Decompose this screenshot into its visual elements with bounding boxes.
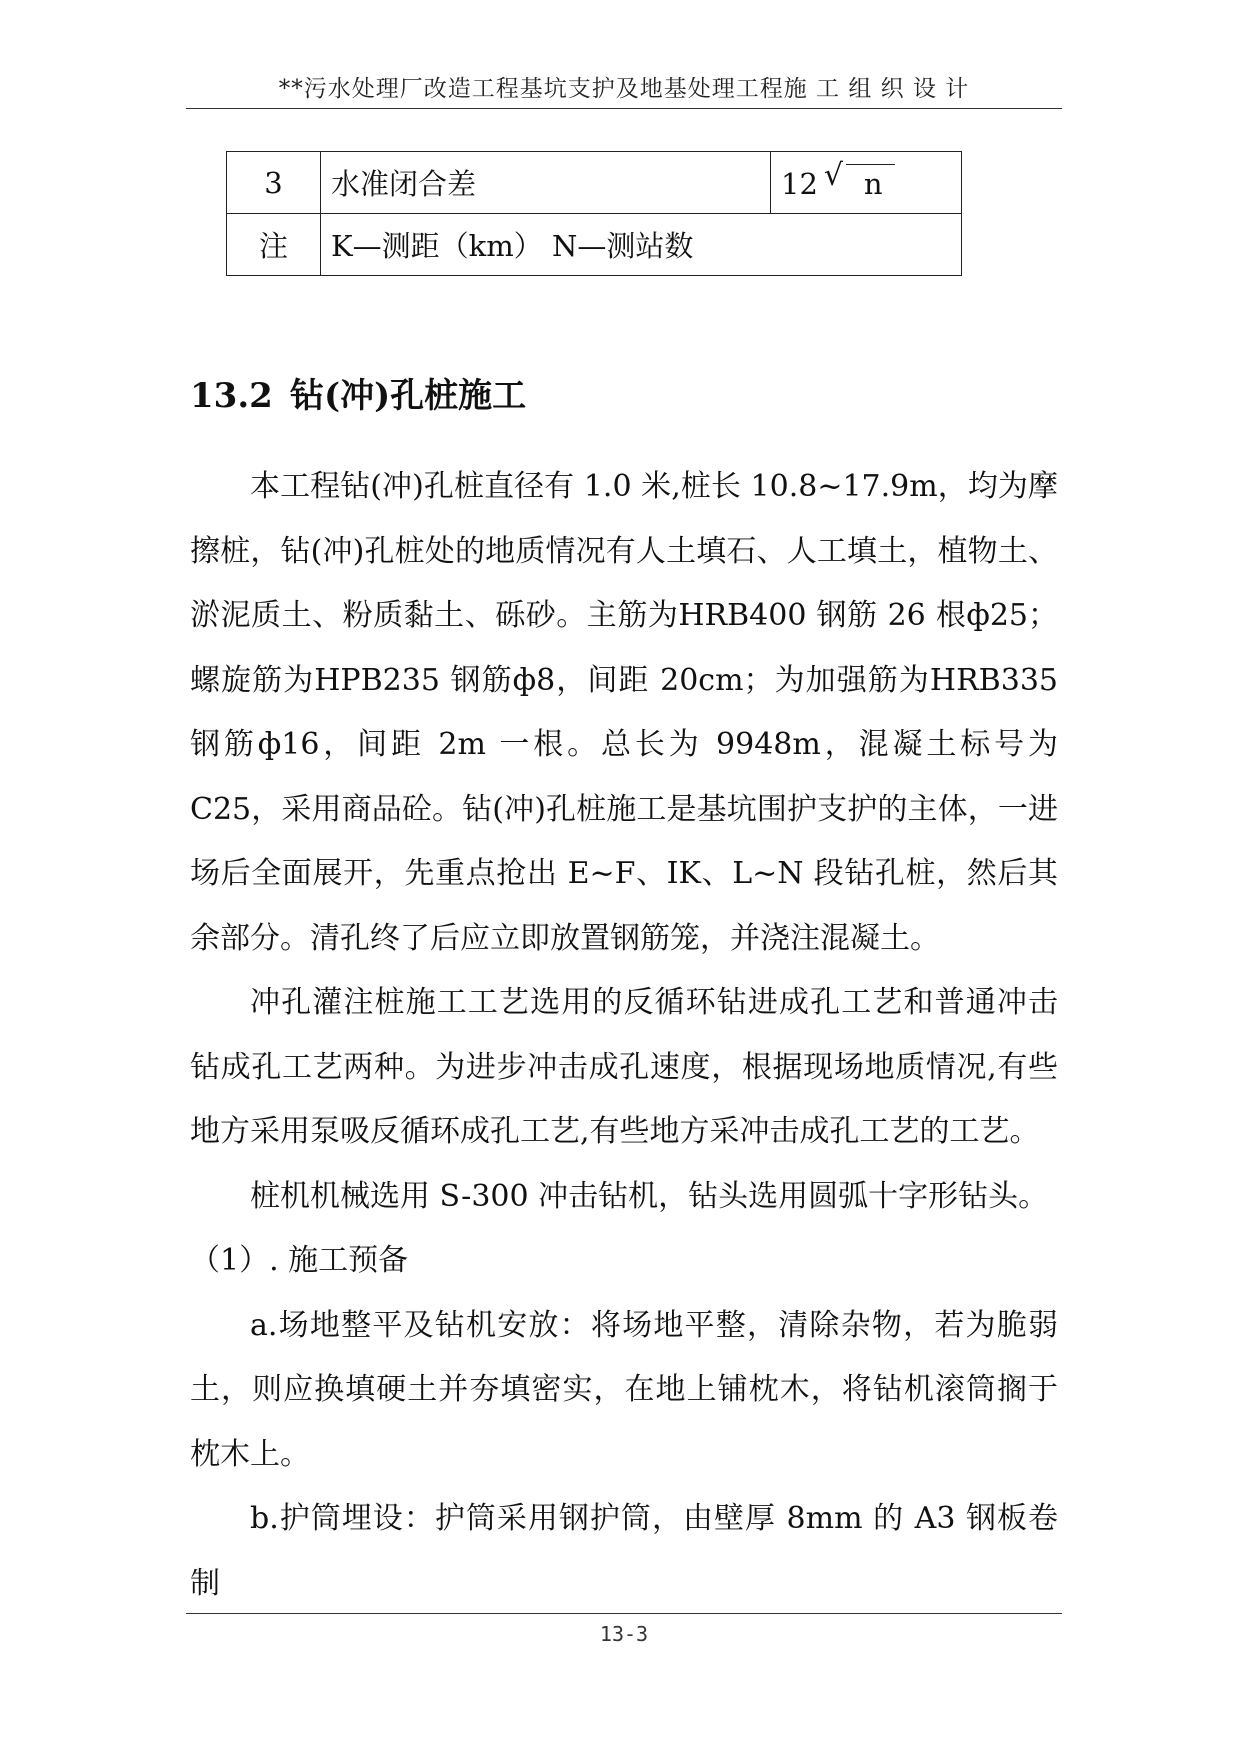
paragraph: 冲孔灌注桩施工工艺选用的反循环钻进成孔工艺和普通冲击钻成孔工艺两种。为进步冲击成孔速度，根据现场地质情况,有些地方采用泵吸反循环成孔工艺,有些地方采冲击成孔工艺的工艺。 [190,985,1058,1149]
table-row [227,152,962,214]
paragraph: 桩机机械选用 S-300 冲击钻机，钻头选用圆弧十字形钻头。 [250,1178,1049,1214]
value-prefix: 12 [781,167,818,201]
header-divider [186,108,1062,109]
row-number: 3 [227,152,321,214]
tolerance-table [226,151,962,276]
page-number: 13-3 [599,1622,649,1646]
paragraph: 本工程钻(冲)孔桩直径有 1.0 米,桩长 10.8~17.9m，均为摩擦桩，钻(冲)孔桩处的地质情况有人土填石、人工填土，植物土、淤泥质土、粉质黏土、砾砂。主筋为HRB400 钢筋 26 根ф25；螺旋筋为HPB235 钢筋ф8，间距 20cm；为加强筋为HRB335 钢筋ф16，间距 2m 一根。总长为 9948m，混凝土标号为 C25，采用商品砼。钻(冲)孔桩施工是基坑围护支护的主体，一进场后全面展开，先重点抢出 E~F、IK、L~N 段钻孔桩，然后其余部分。清孔终了后应立即放置钢筋笼，并浇注混凝土。 [190,469,1058,956]
footer-divider [186,1613,1062,1614]
page-header: **污水处理厂改造工程基坑支护及地基处理工程施 工 组 织 设 计 [278,76,970,102]
row-item: 水准闭合差 [321,152,771,214]
value-radicand: n [846,164,895,201]
row-number: 注 [227,214,321,276]
section-title: 钻(冲)孔桩施工 [290,376,527,416]
paragraph: b.护筒埋设：护筒采用钢护筒，由壁厚 8mm 的 A3 钢板卷制 [190,1501,1058,1601]
square-root-symbol [824,164,895,201]
section-heading [190,368,526,417]
body-text [190,455,1058,1616]
section-number: 13.2 [190,376,273,416]
table-row [227,214,962,276]
paragraph: a.场地整平及钻机安放：将场地平整，清除杂物，若为脆弱土，则应换填硬土并夯填密实，在地上铺枕木，将钻机滚筒搁于枕木上。 [190,1307,1058,1472]
paragraph: （1）. 施工预备 [190,1243,409,1278]
row-note: K—测距（km） N—测站数 [321,214,962,276]
row-value [771,152,962,214]
